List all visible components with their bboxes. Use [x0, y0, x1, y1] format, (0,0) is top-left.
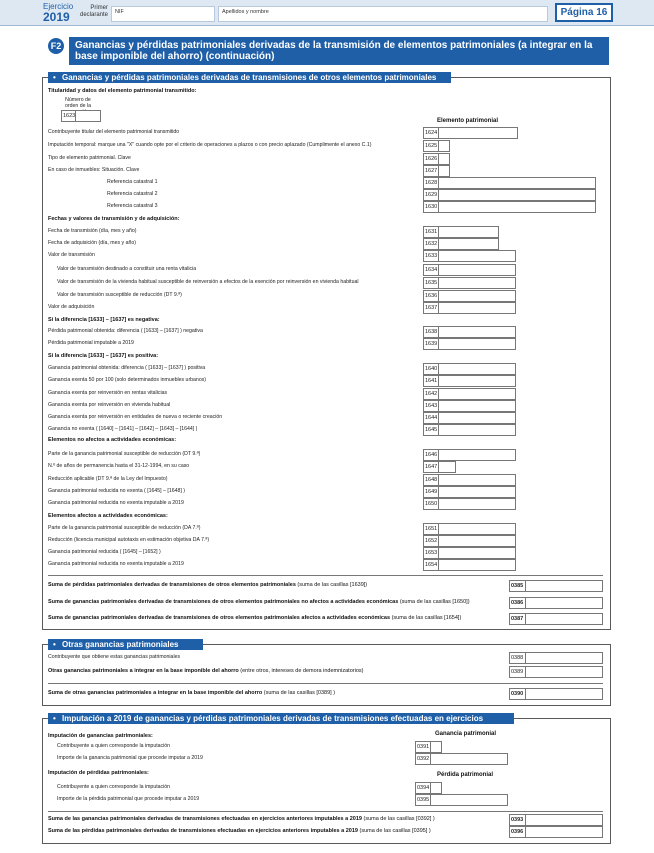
field-label-1648: Reducción aplicable (DT 9.ª de la Ley del Impuesto) — [48, 476, 168, 482]
field-note-0389: (entre otros, intereses de demora indemnizatorios) — [240, 668, 364, 674]
code-1646: 1646 — [423, 449, 438, 461]
field-label-0389: Otras ganancias patrimoniales a integrar en la base imponible del ahorro (entre otros, intereses de demora indemnizatorios) — [48, 668, 364, 674]
field-label-0392: Importe de la ganancia patrimonial que procede imputar a 2019 — [57, 755, 203, 761]
input-0392[interactable] — [430, 753, 508, 765]
col-ganancia-patrimonial: Ganancia patrimonial — [435, 731, 497, 737]
field-label-1633: Valor de transmisión — [48, 252, 95, 258]
col-perdida-patrimonial: Pérdida patrimonial — [437, 772, 494, 778]
input-0385[interactable] — [525, 580, 603, 592]
input-1624[interactable] — [438, 127, 518, 139]
code-1637: 1637 — [423, 302, 438, 314]
input-1633[interactable] — [438, 250, 516, 262]
field-label-1637: Valor de adquisición — [48, 304, 95, 310]
input-0391[interactable] — [430, 741, 442, 753]
input-1643[interactable] — [438, 400, 516, 412]
field-label-1640: Ganancia patrimonial obtenida: diferencia ( [1633] – [1637] ) positiva — [48, 365, 206, 371]
input-0395[interactable] — [430, 794, 508, 806]
code-1644: 1644 — [423, 412, 438, 424]
field-label-0388: Contribuyente que obtiene estas ganancias patrimoniales — [48, 654, 181, 660]
input-0389[interactable] — [525, 666, 603, 678]
code-1642: 1642 — [423, 388, 438, 400]
section-1-divider — [48, 575, 603, 576]
code-1652: 1652 — [423, 535, 438, 547]
field-label-1654: Ganancia patrimonial reducida no exenta imputable a 2019 — [48, 561, 184, 567]
code-1653: 1653 — [423, 547, 438, 559]
section-3-header: • Imputación a 2019 de ganancias y pérdidas patrimoniales derivadas de transmisiones efectuadas en ejercicios anteriores — [48, 713, 514, 724]
code-1645: 1645 — [423, 424, 438, 436]
field-note-0390: (suma de las casillas [0389] ) — [263, 690, 336, 696]
code-1634: 1634 — [423, 264, 438, 276]
field-label-1650: Ganancia patrimonial reducida no exenta imputable a 2019 — [48, 500, 184, 506]
input-1625[interactable] — [438, 140, 450, 152]
ejercicio-year: 2019 — [43, 10, 70, 24]
sum-note-0386: (suma de las casillas [1650]) — [399, 599, 470, 605]
input-1645[interactable] — [438, 424, 516, 436]
field-label-1649: Ganancia patrimonial reducida no exenta ( [1645] – [1648] ) — [48, 488, 185, 494]
titularidad-heading: Titularidad y datos del elemento patrimonial transmitido: — [48, 88, 197, 94]
field-label-1629: Referencia catastral 2 — [107, 191, 158, 197]
field-label-0391: Contribuyente a quien corresponde la imputación — [57, 743, 171, 749]
field-label-1631: Fecha de transmisión (día, mes y año) — [48, 228, 137, 234]
code-1654: 1654 — [423, 559, 438, 571]
sum-label-0396: Suma de las pérdidas patrimoniales derivadas de transmisiones efectuadas en ejercicios anteriores imputables a 2019 (suma de las casillas [0395] ) — [48, 828, 431, 834]
apellidos-field[interactable] — [218, 6, 548, 22]
field-label-1627: En caso de inmuebles: Situación. Clave — [48, 167, 140, 173]
field-label-1628: Referencia catastral 1 — [107, 179, 158, 185]
primer-declarante-label: Primer declarante — [80, 5, 109, 18]
page-header — [0, 0, 654, 26]
input-1650[interactable] — [438, 498, 516, 510]
input-1642[interactable] — [438, 388, 516, 400]
field-label-0394: Contribuyente a quien corresponde la imputación — [57, 784, 171, 790]
field-label-1646: Parte de la ganancia patrimonial susceptible de reducción (DT 9.ª) — [48, 451, 201, 457]
field-label-1626: Tipo de elemento patrimonial. Clave — [48, 155, 131, 161]
code-1648: 1648 — [423, 474, 438, 486]
input-1654[interactable] — [438, 559, 516, 571]
sum-note-0396: (suma de las casillas [0395] ) — [359, 828, 431, 834]
input-1644[interactable] — [438, 412, 516, 424]
code-1624: 1624 — [423, 127, 438, 139]
code-1638: 1638 — [423, 326, 438, 338]
input-1635[interactable] — [438, 277, 516, 289]
code-0394: 0394 — [415, 782, 430, 794]
code-1623: 1623 — [61, 110, 75, 122]
input-1629[interactable] — [438, 189, 596, 201]
input-1637[interactable] — [438, 302, 516, 314]
nif-field[interactable] — [111, 6, 215, 22]
nif-label: NIF — [115, 9, 124, 15]
numero-orden-label: Número de orden de la — [65, 97, 91, 109]
code-1627: 1627 — [423, 165, 438, 177]
code-0388: 0388 — [509, 652, 525, 664]
page-title: Ganancias y pérdidas patrimoniales derivadas de la transmisión de elementos patrimoniales (a integrar en la base imponible del ahorro) (continuación) — [69, 37, 609, 65]
code-1626: 1626 — [423, 153, 438, 165]
code-1651: 1651 — [423, 523, 438, 535]
input-0388[interactable] — [525, 652, 603, 664]
code-0391: 0391 — [415, 741, 430, 753]
input-1648[interactable] — [438, 474, 516, 486]
section-3-divider — [48, 811, 603, 812]
input-1623[interactable] — [75, 110, 101, 122]
imputacion-perdidas-heading: Imputación de pérdidas patrimoniales: — [48, 770, 149, 776]
input-0390[interactable] — [525, 688, 603, 700]
input-1640[interactable] — [438, 363, 516, 375]
input-1653[interactable] — [438, 547, 516, 559]
field-label-1630: Referencia catastral 3 — [107, 203, 158, 209]
code-1636: 1636 — [423, 290, 438, 302]
field-label-1653: Ganancia patrimonial reducida ( [1645] – [1652] ) — [48, 549, 161, 555]
field-label-1643: Ganancia exenta por reinversión en vivienda habitual — [48, 402, 171, 408]
code-1647: 1647 — [423, 461, 438, 473]
field-label-1632: Fecha de adquisición (día, mes y año) — [48, 240, 136, 246]
input-1626[interactable] — [438, 153, 450, 165]
input-1636[interactable] — [438, 290, 516, 302]
input-1647[interactable] — [438, 461, 456, 473]
field-label-1652: Reducción (licencia municipal autotaxis en estimación objetiva DA 7.ª) — [48, 537, 210, 543]
field-label-1625: Imputación temporal: marque una "X" cuando opte por el criterio de operaciones a plazos o con precio aplazado (Cumplimente el anexo C.1) — [48, 142, 372, 148]
code-0390: 0390 — [509, 688, 525, 700]
sum-note-0393: (suma de las casillas [0392] ) — [363, 816, 435, 822]
code-0395: 0395 — [415, 794, 430, 806]
code-1643: 1643 — [423, 400, 438, 412]
code-1650: 1650 — [423, 498, 438, 510]
field-label-1642: Ganancia exenta por reinversión en rentas vitalicias — [48, 390, 168, 396]
positiva-heading: Si la diferencia [1633] – [1637] es positiva: — [48, 353, 159, 359]
section-2-divider — [48, 683, 603, 684]
input-1641[interactable] — [438, 375, 516, 387]
code-0387: 0387 — [509, 613, 525, 625]
input-1630[interactable] — [438, 201, 596, 213]
field-label-1639: Pérdida patrimonial imputable a 2019 — [48, 340, 134, 346]
input-1634[interactable] — [438, 264, 516, 276]
negativa-heading: Si la diferencia [1633] – [1637] es negativa: — [48, 317, 160, 323]
sum-label-0387: Suma de ganancias patrimoniales derivadas de transmisiones de otros elementos patrimoniales afectos a actividades económicas (suma de las casillas [1654]) — [48, 615, 462, 621]
field-label-0395: Importe de la pérdida patrimonial que procede imputar a 2019 — [57, 796, 200, 802]
input-1632[interactable] — [438, 238, 499, 250]
code-1633: 1633 — [423, 250, 438, 262]
input-1631[interactable] — [438, 226, 499, 238]
sum-label-0386: Suma de ganancias patrimoniales derivadas de transmisiones de otros elementos patrimoniales no afectos a actividades económicas (suma de las casillas [1650]) — [48, 599, 470, 605]
ejercicio-label: Ejercicio — [43, 2, 74, 11]
code-1639: 1639 — [423, 338, 438, 350]
field-label-1635: Valor de transmisión de la vivienda habitual susceptible de reinversión a efectos de la exención por reinversión en vivienda habitual — [57, 279, 359, 285]
page-number: Página 16 — [555, 3, 613, 22]
sum-note-0385: (suma de las casillas [1639]) — [297, 582, 368, 588]
afectos-heading: Elementos afectos a actividades económicas: — [48, 513, 168, 519]
code-0396: 0396 — [509, 826, 525, 838]
input-1646[interactable] — [438, 449, 516, 461]
section-1-header: • Ganancias y pérdidas patrimoniales derivadas de transmisiones de otros elementos patrimoniales — [48, 72, 451, 83]
code-1631: 1631 — [423, 226, 438, 238]
col-elemento-patrimonial: Elemento patrimonial — [437, 118, 499, 124]
apellidos-label: Apellidos y nombre — [222, 9, 269, 15]
sum-label-0385: Suma de pérdidas patrimoniales derivadas de transmisiones de otros elementos patrimoniales (suma de las casillas [1639]) — [48, 582, 368, 588]
sum-label-0393: Suma de las ganancias patrimoniales derivadas de transmisiones efectuadas en ejercicios anteriores imputables a 2019 (suma de las casillas [0392] ) — [48, 816, 435, 822]
field-label-1638: Pérdida patrimonial obtenida: diferencia ( [1633] – [1637] ) negativa — [48, 328, 203, 334]
input-0387[interactable] — [525, 613, 603, 625]
input-0386[interactable] — [525, 597, 603, 609]
input-0396[interactable] — [525, 826, 603, 838]
code-0392: 0392 — [415, 753, 430, 765]
input-1649[interactable] — [438, 486, 516, 498]
input-1628[interactable] — [438, 177, 596, 189]
input-1652[interactable] — [438, 535, 516, 547]
field-label-1645: Ganancia no exenta ( [1640] – [1641] – [1642] – [1643] – [1644] ) — [48, 426, 198, 432]
code-0393: 0393 — [509, 814, 525, 826]
field-label-1641: Ganancia exenta 50 por 100 (solo determinados inmuebles urbanos) — [48, 377, 207, 383]
field-label-1651: Parte de la ganancia patrimonial susceptible de reducción (DA 7.ª) — [48, 525, 201, 531]
section-badge: F2 — [48, 38, 64, 54]
input-1638[interactable] — [438, 326, 516, 338]
field-label-0390: Suma de otras ganancias patrimoniales a integrar en la base imponible del ahorro (suma de las casillas [0389] ) — [48, 690, 336, 696]
input-1627[interactable] — [438, 165, 450, 177]
field-label-1644: Ganancia exenta por reinversión en entidades de nueva o reciente creación — [48, 414, 223, 420]
field-label-1624: Contribuyente titular del elemento patrimonial transmitido — [48, 129, 180, 135]
code-1649: 1649 — [423, 486, 438, 498]
field-label-1647: N.º de años de permanencia hasta el 31-12-1994, en su caso — [48, 463, 190, 469]
code-1628: 1628 — [423, 177, 438, 189]
field-label-1634: Valor de transmisión destinado a constituir una renta vitalicia — [57, 266, 197, 272]
code-1641: 1641 — [423, 375, 438, 387]
code-1629: 1629 — [423, 189, 438, 201]
fechas-heading: Fechas y valores de transmisión y de adquisición: — [48, 216, 180, 222]
imputacion-ganancias-heading: Imputación de ganancias patrimoniales: — [48, 733, 153, 739]
field-label-1636: Valor de transmisión susceptible de reducción (DT 9.ª) — [57, 292, 182, 298]
code-1640: 1640 — [423, 363, 438, 375]
code-1630: 1630 — [423, 201, 438, 213]
no-afectos-heading: Elementos no afectos a actividades económicas: — [48, 437, 177, 443]
input-1639[interactable] — [438, 338, 516, 350]
code-1625: 1625 — [423, 140, 438, 152]
code-0386: 0386 — [509, 597, 525, 609]
input-0394[interactable] — [430, 782, 442, 794]
sum-note-0387: (suma de las casillas [1654]) — [391, 615, 462, 621]
section-2-header: • Otras ganancias patrimoniales — [48, 639, 203, 650]
code-0389: 0389 — [509, 666, 525, 678]
code-0385: 0385 — [509, 580, 525, 592]
input-1651[interactable] — [438, 523, 516, 535]
code-1635: 1635 — [423, 277, 438, 289]
input-0393[interactable] — [525, 814, 603, 826]
code-1632: 1632 — [423, 238, 438, 250]
